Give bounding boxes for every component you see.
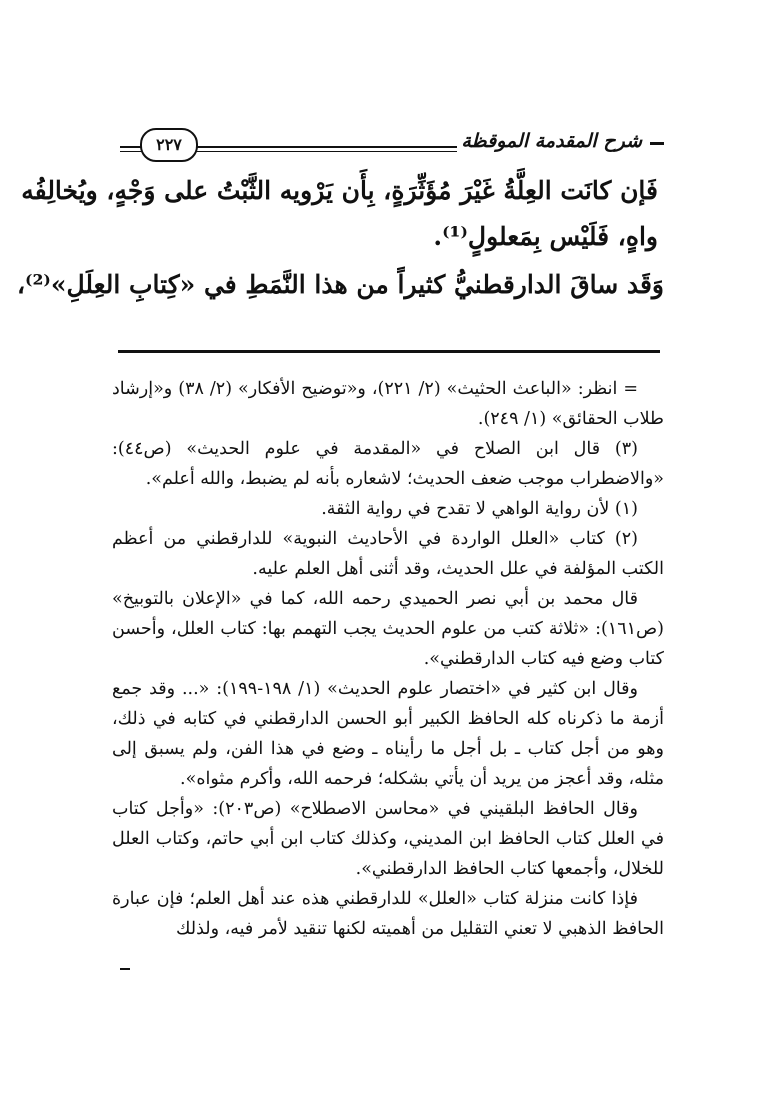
- footnotes: [112, 374, 664, 944]
- footnote-2: (٢) كتاب «العلل الواردة في الأحاديث النبوية» للدارقطني من أعظم الكتب المؤلفة في علل الحديث، وقد أثنى أهل العلم عليه.: [112, 529, 664, 579]
- main-text-line-3: وَقَد ساقَ الدارقطنيُّ كثيراً من هذا النَّمَطِ في «كِتابِ العِلَلِ»⁽²⁾،: [16, 270, 664, 299]
- main-text-line-1: فَإن كانَت العِلَّةُ غَيْرَ مُؤَثِّرَةٍ، بِأَن يَرْويه الثَّبْتُ على وَجْهٍ، ويُخالِفُه: [21, 176, 658, 205]
- running-title: شرح المقدمة الموقظة: [457, 130, 646, 152]
- continuation-mark: [120, 968, 130, 970]
- footnote-2-conclusion: فإذا كانت منزلة كتاب «العلل» للدارقطني هذه عند أهل العلم؛ فإن عبارة الحافظ الذهبي لا تعني التقليل من أهميته لكنها تنقيد لأمر فيه، ولذلك: [112, 889, 664, 939]
- footnote-3: (٣) قال ابن الصلاح في «المقدمة في علوم الحديث» (ص٤٤): «والاضطراب موجب ضعف الحديث؛ لاشعاره بأنه لم يضبط، والله أعلم».: [112, 439, 664, 489]
- main-text-line-2: واهٍ، فَلَيْس بِمَعلولٍ⁽¹⁾.: [433, 222, 658, 251]
- footnote-2-ibn-kathir: وقال ابن كثير في «اختصار علوم الحديث» (١/ ١٩٨-١٩٩): «... وقد جمع أزمة ما ذكرناه كله الحافظ الكبير أبو الحسن الدارقطني في كتابه في ذلك، وهو من أجل كتاب ـ بل أجل ما رأيناه ـ وضع في هذا الفن، ولم يسبق إلى مثله، وقد أعجز من يريد أن يأتي بشكله؛ فرحمه الله، وأكرم مثواه».: [112, 679, 664, 789]
- footnote-1: (١) لأن رواية الواهي لا تقدح في رواية الثقة.: [321, 499, 638, 519]
- footnote-separator: [118, 350, 660, 353]
- page-header: [120, 128, 664, 162]
- header-dash: [650, 142, 664, 145]
- footnote-2-humaydi: قال محمد بن أبي نصر الحميدي رحمه الله، كما في «الإعلان بالتوبيخ» (ص١٦١): «ثلاثة كتب من علوم الحديث يجب التهمم بها: كتاب العلل، وأحسن كتاب وضع فيه كتاب الدارقطني».: [112, 589, 664, 669]
- page-number: ٢٢٧: [140, 128, 198, 162]
- footnote-2-bulqini: وقال الحافظ البلقيني في «محاسن الاصطلاح» (ص٢٠٣): «وأجل كتاب في العلل كتاب الحافظ ابن المديني، وكذلك كتاب ابن أبي حاتم، وكتاب العلل للخلال، وأجمعها كتاب الحافظ الدارقطني».: [112, 799, 664, 879]
- footnote-continuation: = انظر: «الباعث الحثيث» (٢/ ٢٢١)، و«توضيح الأفكار» (٢/ ٣٨) و«إرشاد طلاب الحقائق» (١/ ٢٤٩).: [112, 379, 664, 429]
